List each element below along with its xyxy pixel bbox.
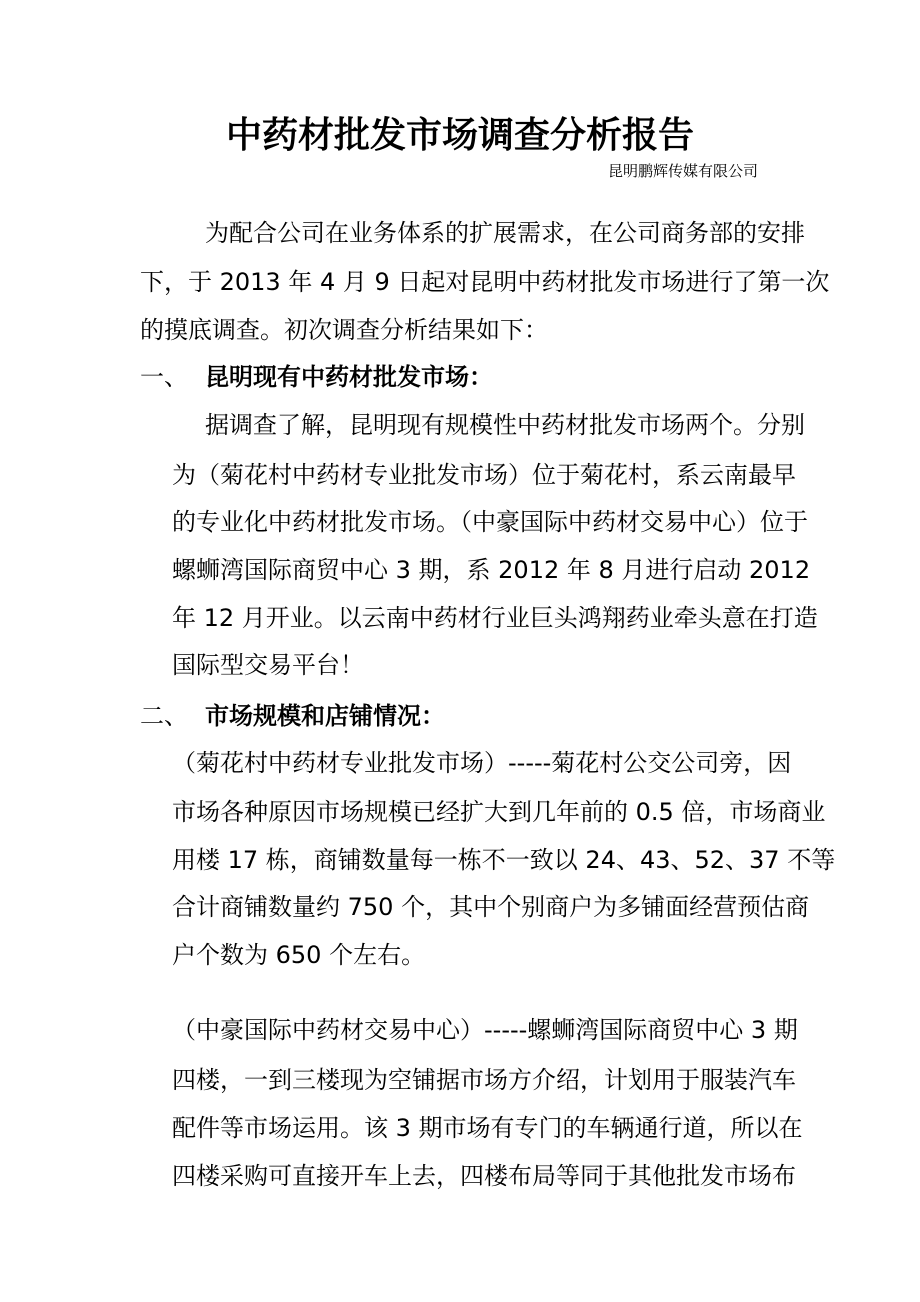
section-number: 一、 — [140, 363, 188, 391]
intro-line: 下，于 2013 年 4 月 9 日起对昆明中药材批发市场进行了第一次 — [140, 268, 830, 296]
body-line: 合计商铺数量约 750 个，其中个别商户为多铺面经营预估商 — [172, 893, 810, 921]
intro-line: 为配合公司在业务体系的扩展需求，在公司商务部的安排 — [205, 219, 805, 247]
document-title: 中药材批发市场调查分析报告 — [225, 115, 694, 156]
body-line: 的专业化中药材批发市场。（中豪国际中药材交易中心）位于 — [172, 508, 808, 536]
body-line: 螺蛳湾国际商贸中心 3 期，系 2012 年 8 月进行启动 2012 — [172, 556, 811, 584]
body-line: 配件等市场运用。该 3 期市场有专门的车辆通行道，所以在 — [172, 1114, 803, 1142]
section-number: 二、 — [140, 702, 188, 730]
body-line: 年 12 月开业。以云南中药材行业巨头鸿翔药业牵头意在打造 — [172, 604, 818, 632]
body-line: 四楼，一到三楼现为空铺据市场方介绍，计划用于服装汽车 — [172, 1066, 796, 1094]
body-line: 为（菊花村中药材专业批发市场）位于菊花村，系云南最早 — [172, 461, 796, 489]
body-line: 用楼 17 栋，商铺数量每一栋不一致以 24、43、52、37 不等 — [172, 846, 836, 874]
body-line: 据调查了解，昆明现有规模性中药材批发市场两个。分别 — [205, 411, 805, 439]
body-line: 户个数为 650 个左右。 — [172, 941, 426, 969]
body-line: 国际型交易平台！ — [172, 651, 364, 679]
body-line: （菊花村中药材专业批发市场）-----菊花村公交公司旁，因 — [172, 749, 792, 777]
section-heading: 市场规模和店铺情况： — [205, 702, 445, 730]
body-line: 四楼采购可直接开车上去，四楼布局等同于其他批发市场布 — [172, 1162, 796, 1190]
company-name: 昆明鹏辉传媒有限公司 — [608, 162, 759, 180]
intro-line: 的摸底调查。初次调查分析结果如下： — [140, 316, 548, 344]
body-line: 市场各种原因市场规模已经扩大到几年前的 0.5 倍，市场商业 — [172, 798, 826, 826]
body-line: （中豪国际中药材交易中心）-----螺蛳湾国际商贸中心 3 期 — [172, 1016, 798, 1044]
section-heading: 昆明现有中药材批发市场： — [205, 363, 493, 391]
